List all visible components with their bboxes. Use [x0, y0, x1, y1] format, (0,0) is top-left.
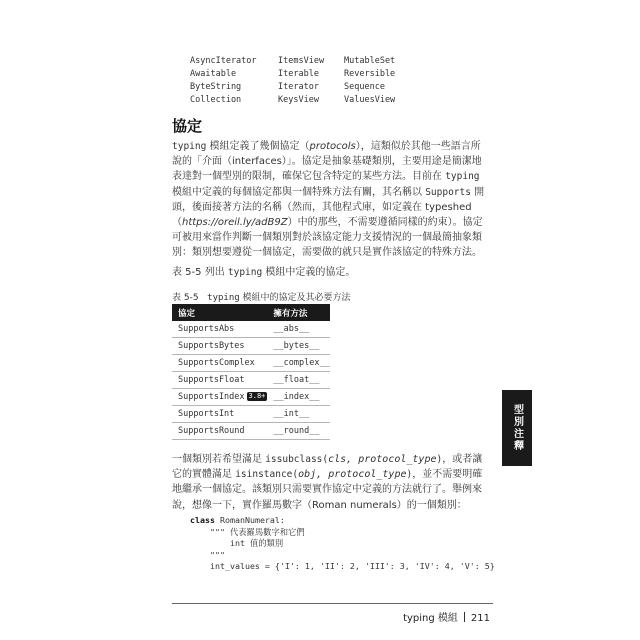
abc-name: ByteString	[190, 82, 242, 92]
table-row	[172, 321, 330, 338]
code-line: """	[190, 549, 225, 560]
abc-name: Reversible	[344, 69, 396, 79]
text-run: ）中的那些，不需要遵循同樣的約束）。協定可被用來當作判斷一個類別對於該協定能力支援情況的一個最簡抽象類別：類別想要遵從一個協定，需要做的就只是實作該協定的特殊方法。	[172, 217, 483, 259]
protocol-name-cell	[172, 338, 267, 355]
abc-name-list	[190, 55, 424, 106]
abc-name: AsyncIterator	[190, 56, 257, 66]
protocol-name: SupportsInt	[178, 409, 235, 419]
code-block	[190, 515, 495, 573]
table-row	[172, 355, 330, 372]
text-run: 模組中定義的每個協定都與一個特殊方法有關，其名稱以	[172, 186, 426, 198]
method-name-cell: __index__	[267, 389, 330, 406]
page-number: 211	[470, 613, 490, 624]
protocol-name: SupportsIndex	[178, 392, 245, 402]
abc-name: KeysView	[278, 95, 319, 105]
text-run: 模組中定義的協定。	[262, 267, 356, 278]
chapter-side-tab: 型別注釋	[502, 390, 532, 466]
protocol-name-cell	[172, 372, 267, 389]
abc-name: MutableSet	[344, 56, 396, 66]
code-line: RomanNumeral:	[214, 515, 285, 525]
protocol-name: SupportsRound	[178, 426, 245, 436]
abc-name: Sequence	[344, 82, 385, 92]
method-name-cell: __complex__	[267, 355, 330, 372]
column-header-protocol: 協定	[172, 304, 267, 321]
protocol-name: SupportsFloat	[178, 375, 245, 385]
section-heading: 協定	[172, 117, 203, 135]
column-header-method: 擁有方法	[267, 304, 330, 321]
text-run: ，並不需要明確地繼承一個協定。該類別只需要實作協定中定義的方法就行了。舉例來說，想像一下，實作羅馬數字（Roman numerals）的一個類別：	[172, 469, 483, 511]
protocol-name-cell	[172, 406, 267, 423]
protocols-paragraph	[172, 139, 490, 261]
protocol-name-cell	[172, 389, 267, 406]
table-row	[172, 406, 330, 423]
text-run: 表 5-5 列出	[172, 267, 228, 278]
footer-separator	[464, 612, 465, 622]
footer-rule	[172, 603, 493, 604]
inline-code: Supports	[425, 186, 471, 198]
code-line: """ 代表羅馬數字和它們	[190, 526, 305, 537]
abc-name: ValuesView	[344, 95, 396, 105]
duck-typing-paragraph	[172, 452, 490, 513]
abc-name: Collection	[190, 95, 242, 105]
table-row	[172, 389, 330, 406]
table-row	[172, 423, 330, 440]
text-run: 開頭，後面接著方法的名稱（然而，其他程式庫，如定義在 typeshed（	[172, 186, 485, 229]
typeshed-link[interactable]: https://oreil.ly/adB9Z	[182, 217, 288, 229]
text-run: ，或者讓它的實體滿足	[172, 454, 483, 481]
method-name-cell: __abs__	[267, 321, 330, 338]
table-row	[172, 372, 330, 389]
code-line: int_values = {'I': 1, 'II': 2, 'III': 3, 'IV': 4, 'V': 5}	[190, 561, 495, 572]
table-header-row	[172, 304, 330, 321]
method-name-cell: __float__	[267, 372, 330, 389]
inline-code: )	[406, 469, 413, 481]
protocol-name: SupportsBytes	[178, 341, 245, 351]
italic-term: protocols	[309, 141, 356, 152]
protocol-name: SupportsAbs	[178, 324, 235, 334]
table-caption	[172, 290, 351, 303]
protocol-name-cell	[172, 423, 267, 440]
version-badge: 3.8+	[248, 392, 266, 400]
abc-name: Iterable	[278, 69, 319, 79]
text-run: 一個類別若希望滿足	[172, 454, 266, 465]
table-row	[172, 338, 330, 355]
abc-name: Awaitable	[190, 69, 237, 79]
text-run: 模組定義了幾個協定（	[206, 141, 310, 152]
footer-section-label: typing 模組	[403, 613, 458, 624]
inline-code: typing	[227, 267, 263, 278]
inline-code: typing	[172, 141, 207, 152]
abc-name: Iterator	[278, 82, 319, 92]
method-name-cell: __bytes__	[267, 338, 330, 355]
text-run: ），這類似於其他一些語言所說的「介面（interfaces）」。協定是抽象基礎類別，主要用途是簡潔地表達對一個型別的限制，確保它包含特定的某些方法。目前在	[172, 141, 482, 183]
protocol-name: SupportsComplex	[178, 358, 255, 368]
method-name-cell: __round__	[267, 423, 330, 440]
inline-code: typing	[445, 171, 480, 183]
inline-code: isinstance(	[235, 469, 299, 481]
caption-number: 表 5-5	[172, 293, 199, 303]
page-footer	[403, 609, 490, 624]
table-intro-paragraph	[172, 265, 490, 280]
caption-text: 模組中的協定及其必要方法	[239, 293, 351, 303]
italic-arg: cls, protocol_type	[328, 454, 437, 465]
inline-code: )	[436, 454, 443, 465]
method-name-cell: __int__	[267, 406, 330, 423]
inline-code: issubclass(	[265, 454, 329, 465]
abc-name: ItemsView	[278, 56, 325, 66]
caption-code: typing	[207, 293, 240, 303]
protocol-name-cell	[172, 321, 267, 338]
table-body	[172, 321, 330, 440]
code-keyword: class	[190, 515, 215, 525]
protocols-table	[172, 304, 330, 440]
code-line: int 值的類別	[190, 538, 284, 549]
italic-arg: obj, protocol_type	[298, 469, 407, 481]
protocol-name-cell	[172, 355, 267, 372]
